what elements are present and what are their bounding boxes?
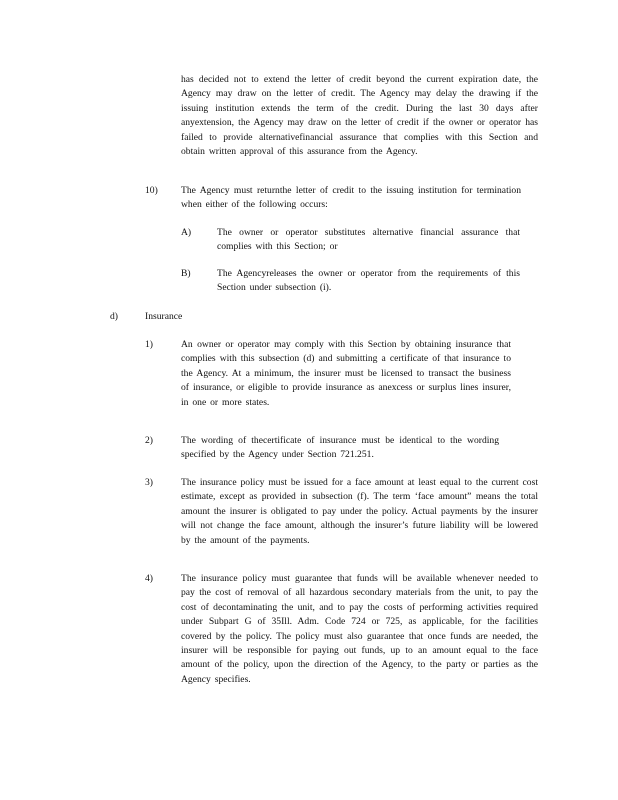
d-item-1-text: An owner or operator may comply with this Section by obtaining insurance that complies with this subsection (d) and submitting a certificate of that insurance to the Agency. At a minimum, the insurer must be licensed to transact the business of insurance, or eligible to provide insurance as anexcess or surplus lines insurer, in one or more states. <box>181 339 511 408</box>
continuation-paragraph: has decided not to extend the letter of credit beyond the current expiration date, the Agency may draw on the letter of credit. The Agency may delay the drawing if the issuing institution extends the term of the credit. During the last 30 days after anyextension, the Agency may draw on the letter of credit if the owner or operator has failed to provide alternativefinancial assurance that complies with this Section and obtain written approval of this assurance from the Agency. <box>181 74 538 158</box>
d-item-4-number: 4) <box>145 573 153 584</box>
section-d-label: d) <box>110 311 118 322</box>
d-item-3-number: 3) <box>145 477 153 488</box>
d-item-2-text: The wording of thecertificate of insurance must be identical to the wording specified by the Agency under Section 721.251. <box>181 435 499 461</box>
item-10-number: 10) <box>145 185 158 196</box>
item-10-text: The Agency must returnthe letter of credit to the issuing institution for termination when either of the following occurs: <box>181 185 521 211</box>
d-item-2-number: 2) <box>145 435 153 446</box>
subitem-b-text: The Agencyreleases the owner or operator from the requirements of this Section under subsection (i). <box>217 268 520 294</box>
section-d-title: Insurance <box>145 311 183 322</box>
subitem-a-text: The owner or operator substitutes alternative financial assurance that complies with this Section; or <box>217 227 520 253</box>
d-item-4-text: The insurance policy must guarantee that funds will be available whenever needed to pay the cost of removal of all hazardous secondary materials from the unit, to pay the cost of decontaminating the unit, and to pay the costs of performing activities required under Subpart G of 35Ill. Adm. Code 724 or 725, as applicable, for the facilities covered by the policy. The policy must also guarantee that once funds are needed, the insurer will be responsible for paying out funds, up to an amount equal to the face amount of the policy, upon the direction of the Agency, to the party or parties as the Agency specifies. <box>181 573 538 685</box>
subitem-a-label: A) <box>181 227 192 238</box>
d-item-1-number: 1) <box>145 339 153 350</box>
d-item-3-text: The insurance policy must be issued for a face amount at least equal to the current cost estimate, except as provided in subsection (f). The term ‘face amount” means the total amount the insurer is obligated to pay under the policy. Actual payments by the insurer will not change the face amount, although the insurer’s future liability will be lowered by the amount of the payments. <box>181 477 538 546</box>
subitem-b-label: B) <box>181 268 191 279</box>
